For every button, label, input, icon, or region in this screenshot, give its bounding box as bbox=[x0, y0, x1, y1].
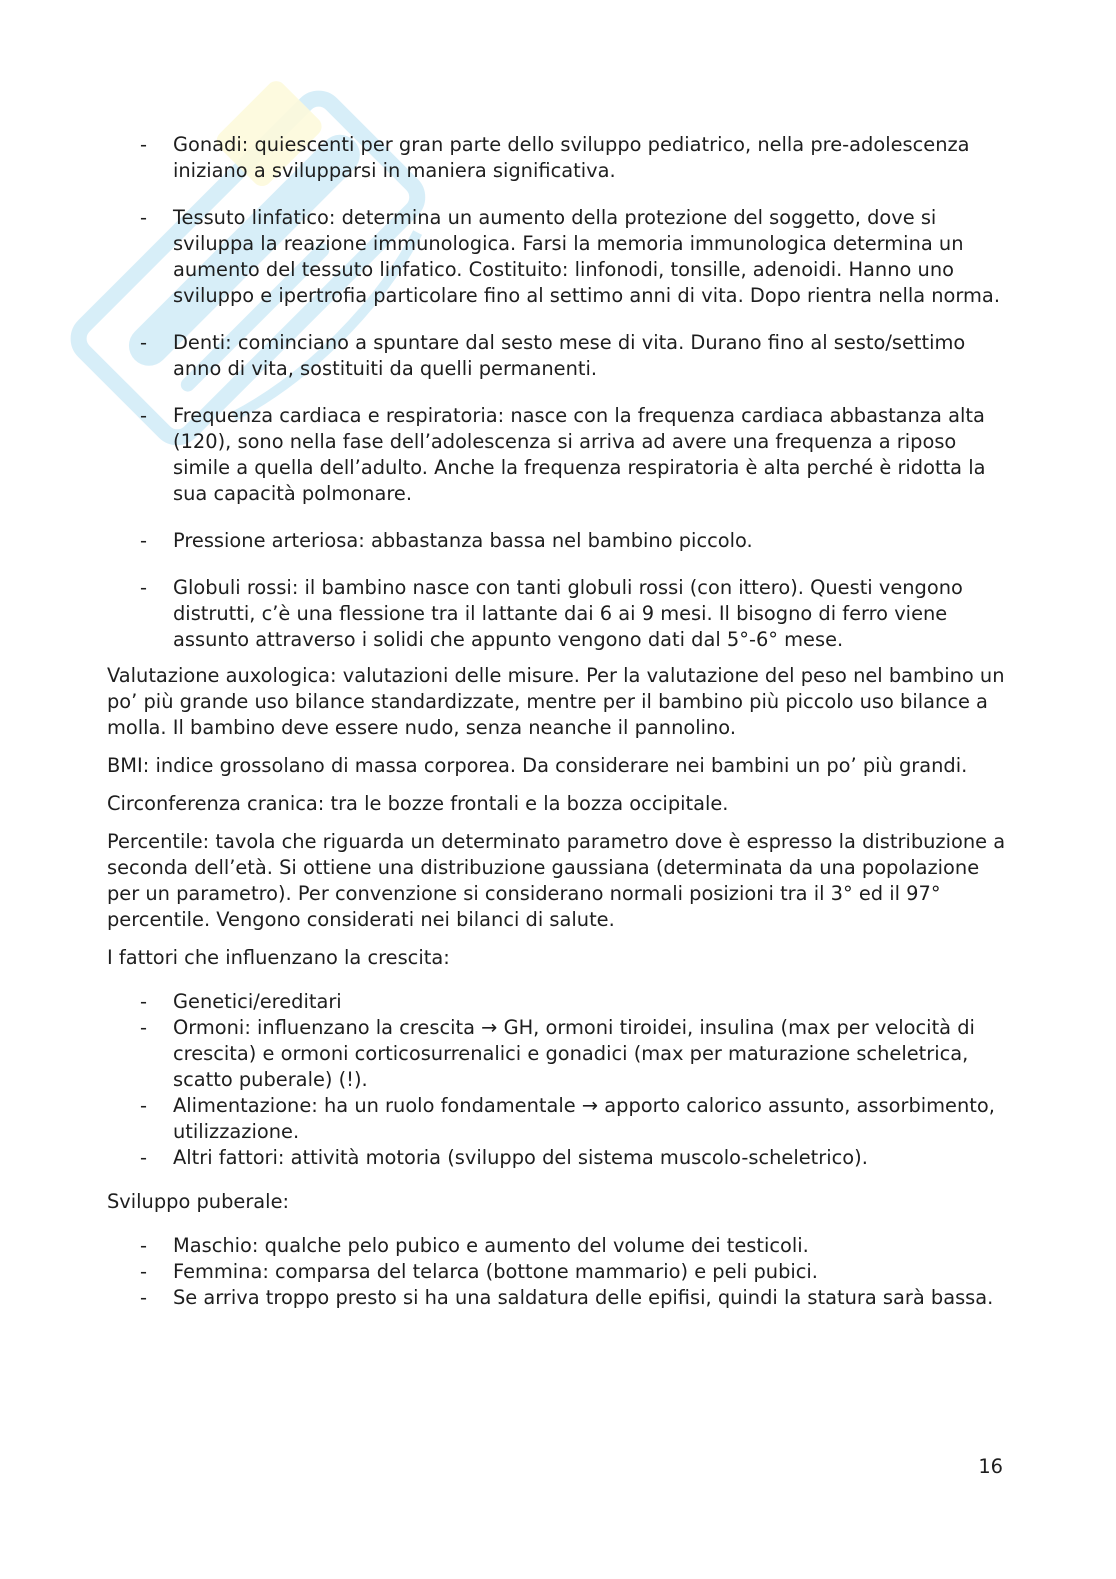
document-page bbox=[107, 132, 1007, 1311]
list-item: - Se arriva troppo presto si ha una saldatura delle epifisi, quindi la statura sarà bassa. bbox=[107, 1285, 1007, 1311]
list-item: - Ormoni: influenzano la crescita → GH, ormoni tiroidei, insulina (max per velocità di crescita) e ormoni corticosurrenalici e gonadici (max per maturazione scheletrica, scatto puberale) (!). bbox=[107, 1015, 1007, 1093]
list-item: - Femmina: comparsa del telarca (bottone mammario) e peli pubici. bbox=[107, 1259, 1007, 1285]
growth-factors-list bbox=[107, 989, 1007, 1171]
page-number: 16 bbox=[978, 1455, 1003, 1478]
pubertal-development-list bbox=[107, 1233, 1007, 1311]
list-item: - Globuli rossi: il bambino nasce con tanti globuli rossi (con ittero). Questi vengono distrutti, c’è una flessione tra il lattante dai 6 ai 9 mesi. Il bisogno di ferro viene assunto attraverso i solidi che appunto vengono dati dal 5°-6° mese. bbox=[107, 575, 1007, 653]
physiology-list bbox=[107, 132, 1007, 653]
paragraph-percentile: Percentile: tavola che riguarda un determinato parametro dove è espresso la distribuzione a seconda dell’età. Si ottiene una distribuzione gaussiana (determinata da una popolazione per un parametro). Per convenzione si considerano normali posizioni tra il 3° ed il 97° percentile. Vengono considerati nei bilanci di salute. bbox=[107, 830, 1006, 931]
list-item: - Frequenza cardiaca e respiratoria: nasce con la frequenza cardiaca abbastanza alta (120), sono nella fase dell’adolescenza si arriva ad avere una frequenza a riposo simile a quella dell’adulto. Anche la frequenza respiratoria è alta perché è ridotta la sua capacità polmonare. bbox=[107, 403, 1007, 507]
paragraph-circonferenza: Circonferenza cranica: tra le bozze frontali e la bozza occipitale. bbox=[107, 792, 729, 815]
paragraph-fattori-intro: I fattori che influenzano la crescita: bbox=[107, 946, 450, 969]
list-item: - Denti: cominciano a spuntare dal sesto mese di vita. Durano fino al sesto/settimo anno di vita, sostituiti da quelli permanenti. bbox=[107, 330, 1007, 382]
list-item: - Gonadi: quiescenti per gran parte dello sviluppo pediatrico, nella pre-adolescenza iniziano a svilupparsi in maniera significativa. bbox=[107, 132, 1007, 184]
list-item: - Maschio: qualche pelo pubico e aumento del volume dei testicoli. bbox=[107, 1233, 1007, 1259]
paragraph-valutazione: Valutazione auxologica: valutazioni delle misure. Per la valutazione del peso nel bambino un po’ più grande uso bilance standardizzate, mentre per il bambino più piccolo uso bilance a molla. Il bambino deve essere nudo, senza neanche il pannolino. bbox=[107, 664, 1005, 739]
list-item: - Alimentazione: ha un ruolo fondamentale → apporto calorico assunto, assorbimento, utilizzazione. bbox=[107, 1093, 1007, 1145]
list-item: - Pressione arteriosa: abbastanza bassa nel bambino piccolo. bbox=[107, 528, 1007, 554]
paragraph-sviluppo-intro: Sviluppo puberale: bbox=[107, 1190, 290, 1213]
list-item: - Tessuto linfatico: determina un aumento della protezione del soggetto, dove si sviluppa la reazione immunologica. Farsi la memoria immunologica determina un aumento del tessuto linfatico. Costituito: linfonodi, tonsille, adenoidi. Hanno uno sviluppo e ipertrofia particolare fino al settimo anni di vita. Dopo rientra nella norma. bbox=[107, 205, 1007, 309]
list-item: - Altri fattori: attività motoria (sviluppo del sistema muscolo-scheletrico). bbox=[107, 1145, 1007, 1171]
list-item: - Genetici/ereditari bbox=[107, 989, 1007, 1015]
paragraph-bmi: BMI: indice grossolano di massa corporea. Da considerare nei bambini un po’ più grandi. bbox=[107, 754, 968, 777]
